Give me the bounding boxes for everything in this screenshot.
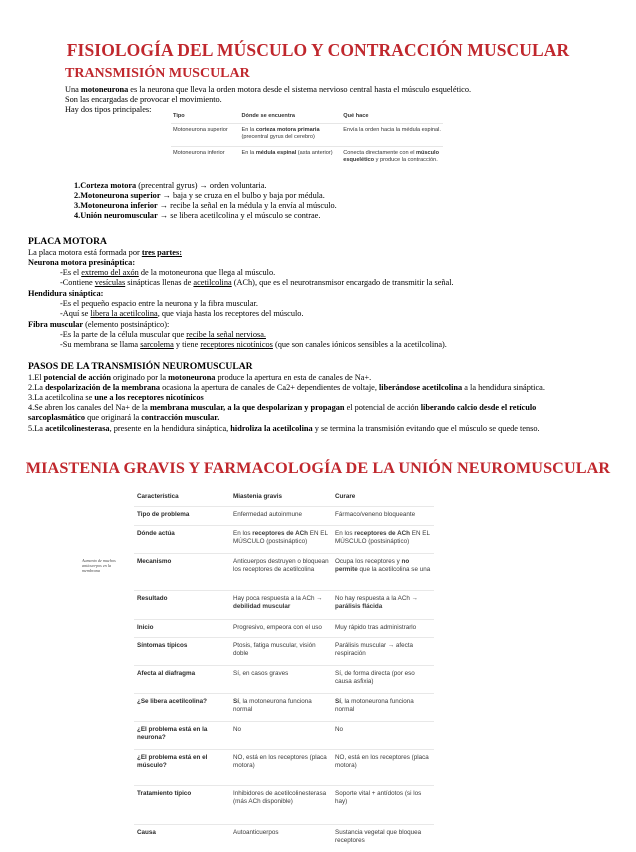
miastenia-cell: Progresivo, empeora con el uso — [233, 623, 322, 631]
table-row — [134, 554, 434, 591]
curare-cell: En los receptores de ACh EN EL MÚSCULO (postsináptico) — [335, 529, 430, 545]
pasos-title: PASOS DE LA TRANSMISIÓN NEUROMUSCULAR — [28, 361, 253, 372]
table-cell: Envía la orden hacia la médula espinal. — [343, 127, 441, 133]
step-item: 4.Unión neuromuscular → se libera acetilcolina y el músculo se contrae. — [74, 211, 321, 220]
curare-cell: No — [335, 725, 344, 733]
table-header-cell: Curare — [335, 492, 356, 500]
curare-cell: Sustancia vegetal que bloquea receptores — [335, 828, 422, 844]
curare-cell: Soporte vital + antídotos (si los hay) — [335, 789, 422, 805]
placa-line: -Es el extremo del axón de la motoneurona que llega al músculo. — [60, 268, 276, 277]
curare-cell: NO, está en los receptores (placa motora) — [335, 753, 429, 769]
step-item: 3.Motoneurona inferior → recibe la señal en la médula y la envía al músculo. — [74, 201, 337, 210]
row-label: Afecta al diafragma — [137, 669, 196, 677]
table-header-cell: Tipo — [173, 113, 185, 119]
curare-cell: Muy rápido tras administrarlo — [335, 623, 417, 631]
miastenia-cell: No — [233, 725, 242, 733]
table-row — [171, 147, 443, 177]
placa-line: -Aquí se libera la acetilcolina, que viaja hasta los receptores del músculo. — [60, 309, 304, 318]
placa-subtitle-hendidura: Hendidura sináptica: — [28, 289, 104, 298]
intro-line-1: Una motoneurona es la neurona que lleva la orden motora desde el sistema nervioso central hasta el músculo esquelético. — [65, 85, 472, 94]
table-header-cell: Qué hace — [343, 113, 369, 119]
row-label: Resultado — [137, 594, 168, 602]
row-label: Causa — [137, 828, 156, 836]
handwritten-note: Aumento de muchos anticuerpos en la membrana — [82, 558, 116, 573]
paso-item: 4.Se abren los canales del Na+ de la membrana muscular, a la que despolarizan y propagan el potencial de acción liberando calcio desde el retículo — [28, 403, 537, 412]
miastenia-cell: Autoanticuerpos — [233, 828, 279, 836]
table-row — [134, 694, 434, 722]
table-row — [134, 750, 434, 786]
table-row — [134, 591, 434, 620]
table-cell: Motoneurona superior — [173, 127, 228, 133]
placa-subtitle-neurona: Neurona motora presináptica: — [28, 258, 136, 267]
table-row — [171, 124, 443, 147]
placa-line: -Es la parte de la célula muscular que recibe la señal nerviosa. — [60, 330, 266, 339]
table-cell: Motoneurona inferior — [173, 150, 225, 156]
step-item: 1.Corteza motora (precentral gyrus) → orden voluntaria. — [74, 181, 267, 190]
miastenia-cell: Sí, en casos graves — [233, 669, 289, 677]
row-label: Tipo de problema — [137, 510, 190, 518]
row-label: ¿El problema está en el músculo? — [137, 753, 208, 769]
intro-line-2: Son las encargadas de provocar el movimiento. — [65, 95, 222, 104]
table-cell: En la corteza motora primaria (precentral gyrus del cerebro) — [241, 127, 320, 140]
row-label: Inicio — [137, 623, 154, 631]
table-row — [134, 638, 434, 666]
placa-line: -Es el pequeño espacio entre la neurona y la fibra muscular. — [60, 299, 258, 308]
step-item: 2.Motoneurona superior → baja y se cruza en el bulbo y baja por médula. — [74, 191, 325, 200]
placa-motora-title: PLACA MOTORA — [28, 236, 107, 247]
curare-cell: Sí, la motoneurona funciona normal — [335, 697, 414, 713]
miastenia-title: MIASTENIA GRAVIS Y FARMACOLOGÍA DE LA UNIÓN NEUROMUSCULAR — [25, 459, 611, 477]
motoneuron-types-table — [171, 110, 443, 177]
miastenia-cell: En los receptores de ACh EN EL MÚSCULO (postsináptico) — [233, 529, 328, 545]
miastenia-cell: Enfermedad autoinmune — [233, 510, 302, 518]
table-header-row — [134, 489, 434, 507]
miastenia-cell: Anticuerpos destruyen o bloquean los receptores de acetilcolina — [233, 557, 329, 573]
curare-cell: Fármaco/veneno bloqueante — [335, 510, 416, 518]
table-row — [134, 722, 434, 750]
placa-line: -Su membrana se llama sarcolema y tiene receptores nicotínicos (que son canales iónicos sensibles a la acetilcolina). — [60, 340, 447, 349]
section-title-transmision: TRANSMISIÓN MUSCULAR — [65, 66, 250, 81]
row-label: Síntomas típicos — [137, 641, 188, 649]
table-row — [134, 620, 434, 638]
row-label: ¿Se libera acetilcolina? — [137, 697, 207, 705]
paso-item: 5.La acetilcolinesterasa, presente en la hendidura sináptica, hidroliza la acetilcolina y se termina la transmisión evitando que el músculo se quede tenso. — [28, 424, 540, 433]
table-header-row — [171, 110, 443, 124]
table-cell: En la médula espinal (asta anterior) — [241, 150, 333, 156]
comparison-table — [134, 489, 434, 852]
placa-subtitle-fibra: Fibra muscular (elemento postsináptico): — [28, 320, 170, 329]
miastenia-cell: Sí, la motoneurona funciona normal — [233, 697, 312, 713]
table-header-cell: Miastenia gravis — [233, 492, 282, 500]
table-row — [134, 507, 434, 526]
placa-line: -Contiene vesículas sinápticas llenas de acetilcolina (ACh), que es el neurotransmisor encargado de transmitir la señal. — [60, 278, 454, 287]
row-label: Mecanismo — [137, 557, 172, 565]
row-label: ¿El problema está en la neurona? — [137, 725, 208, 741]
paso-item: 1.El potencial de acción originado por la motoneurona produce la apertura en esta de canales de Na+. — [28, 373, 372, 382]
intro-line-3: Hay dos tipos principales: — [65, 105, 152, 114]
curare-cell: No hay respuesta a la ACh → parálisis flácida — [335, 594, 418, 610]
curare-cell: Ocupa los receptores y no permite que la acetilcolina se una — [335, 557, 431, 573]
placa-line: La placa motora está formada por tres partes: — [28, 248, 182, 257]
table-row — [134, 666, 434, 694]
row-label: Dónde actúa — [137, 529, 175, 537]
curare-cell: Sí, de forma directa (por eso causa asfixia) — [335, 669, 415, 685]
miastenia-cell: Inhibidores de acetilcolinesterasa (más ACh disponible) — [233, 789, 327, 805]
table-header-cell: Dónde se encuentra — [241, 113, 295, 119]
paso-item-continued: sarcoplasmático que originará la contracción muscular. — [28, 413, 220, 422]
miastenia-cell: NO, está en los receptores (placa motora) — [233, 753, 327, 769]
miastenia-cell: Ptosis, fatiga muscular, visión doble — [233, 641, 316, 657]
table-cell: Conecta directamente con el músculo esquelético y produce la contracción. — [343, 150, 440, 163]
miastenia-cell: Hay poca respuesta a la ACh → debilidad muscular — [233, 594, 323, 610]
table-header-cell: Característica — [137, 492, 179, 500]
table-row — [134, 526, 434, 554]
paso-item: 2.La despolarización de la membrana ocasiona la apertura de canales de Ca2+ dependientes de voltaje, liberándose acetilcolina a la hendidura sináptica. — [28, 383, 545, 392]
main-title: FISIOLOGÍA DEL MÚSCULO Y CONTRACCIÓN MUSCULAR — [66, 40, 570, 60]
row-label: Tratamiento típico — [137, 789, 192, 797]
table-row — [134, 786, 434, 825]
curare-cell: Parálisis muscular → afecta respiración — [335, 641, 414, 657]
paso-item: 3.La acetilcolina se une a los receptores nicotínicos — [28, 393, 204, 402]
